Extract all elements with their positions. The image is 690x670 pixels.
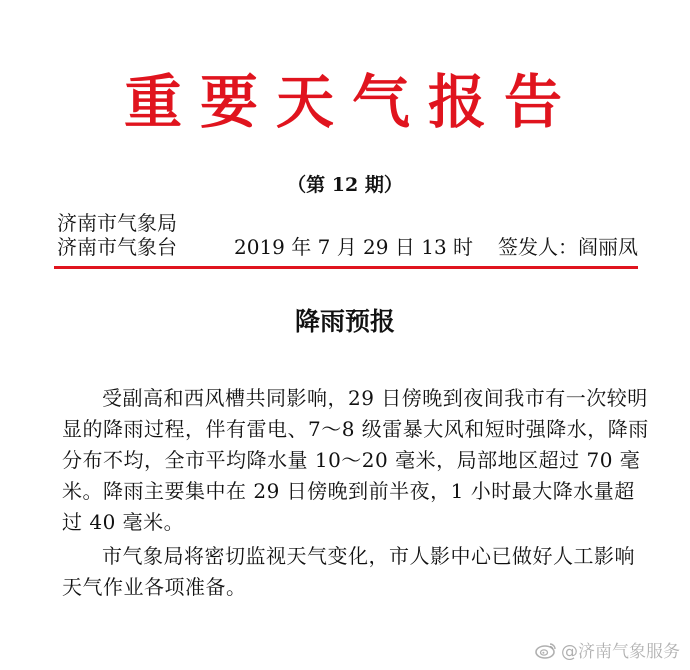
report-title: 重要天气报告 [123, 68, 580, 136]
weibo-icon [535, 641, 557, 659]
document-title: 降雨预报 [294, 307, 395, 336]
issuer-observatory: 济南市气象台 [57, 235, 177, 259]
signer: 签发人：阎丽凤 [498, 235, 638, 259]
issue-date: 2019 年 7 月 29 日 13 时 [234, 235, 474, 259]
body-paragraph: 市气象局将密切监视天气变化，市人影中心已做好人工影响天气作业各项准备。 [62, 544, 635, 599]
watermark-text: @济南气象服务 [561, 642, 680, 662]
document-body [62, 383, 650, 603]
red-divider-line [54, 266, 638, 269]
issuer-bureau: 济南市气象局 [57, 211, 177, 235]
issue-number: （第 12 期） [287, 174, 403, 196]
body-paragraph: 受副高和西风槽共同影响，29 日傍晚到夜间我市有一次较明显的降雨过程，伴有雷电、7～8 级雷暴大风和短时强降水，降雨分布不均，全市平均降水量 10～20 毫米，局部地区超过 70 毫米。降雨主要集中在 29 日傍晚到前半夜，1 小时最大降水量超过 40 毫米。 [62, 386, 649, 534]
watermark [535, 637, 680, 662]
